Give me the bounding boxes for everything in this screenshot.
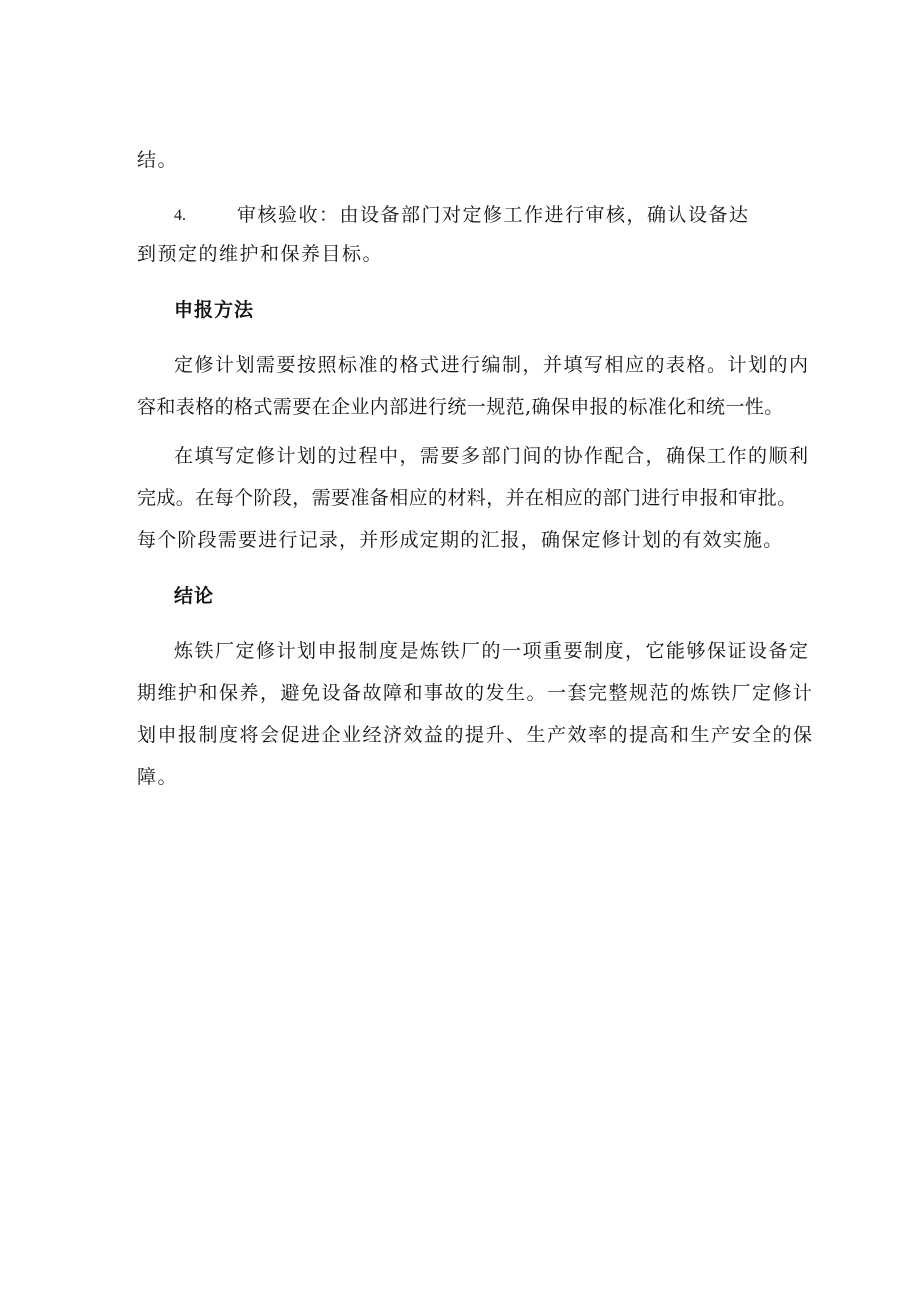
section-heading-conclusion: 结论 (174, 585, 215, 607)
list-item-number: 4. (174, 207, 186, 224)
paragraph-line: 炼铁厂定修计划申报制度是炼铁厂的一项重要制度，它能够保证设备定 (174, 640, 810, 662)
paragraph-line: 期维护和保养，避免设备故障和事故的发生。一套完整规范的炼铁厂定修计 (137, 682, 814, 704)
paragraph-line: 在填写定修计划的过程中，需要多部门间的协作配合，确保工作的顺利 (174, 445, 810, 467)
paragraph-line: 容和表格的格式需要在企业内部进行统一规范,确保申报的标准化和统一性。 (137, 396, 784, 418)
section-heading-reporting: 申报方法 (174, 299, 255, 321)
paragraph-line: 障。 (137, 766, 179, 788)
paragraph-line: 每个阶段需要进行记录，并形成定期的汇报，确保定修计划的有效实施。 (137, 529, 784, 551)
paragraph-line: 完成。在每个阶段，需要准备相应的材料，并在相应的部门进行申报和审批。 (137, 487, 797, 509)
list-item-text-line1: 审核验收：由设备部门对定修工作进行审核，确认设备达 (237, 204, 750, 226)
list-item-text-line2: 到预定的维护和保养目标。 (137, 243, 384, 265)
continuation-text: 结。 (137, 149, 179, 171)
paragraph-line: 定修计划需要按照标准的格式进行编制，并填写相应的表格。计划的内 (174, 354, 810, 376)
paragraph-line: 划申报制度将会促进企业经济效益的提升、生产效率的提高和生产安全的保 (137, 724, 814, 746)
